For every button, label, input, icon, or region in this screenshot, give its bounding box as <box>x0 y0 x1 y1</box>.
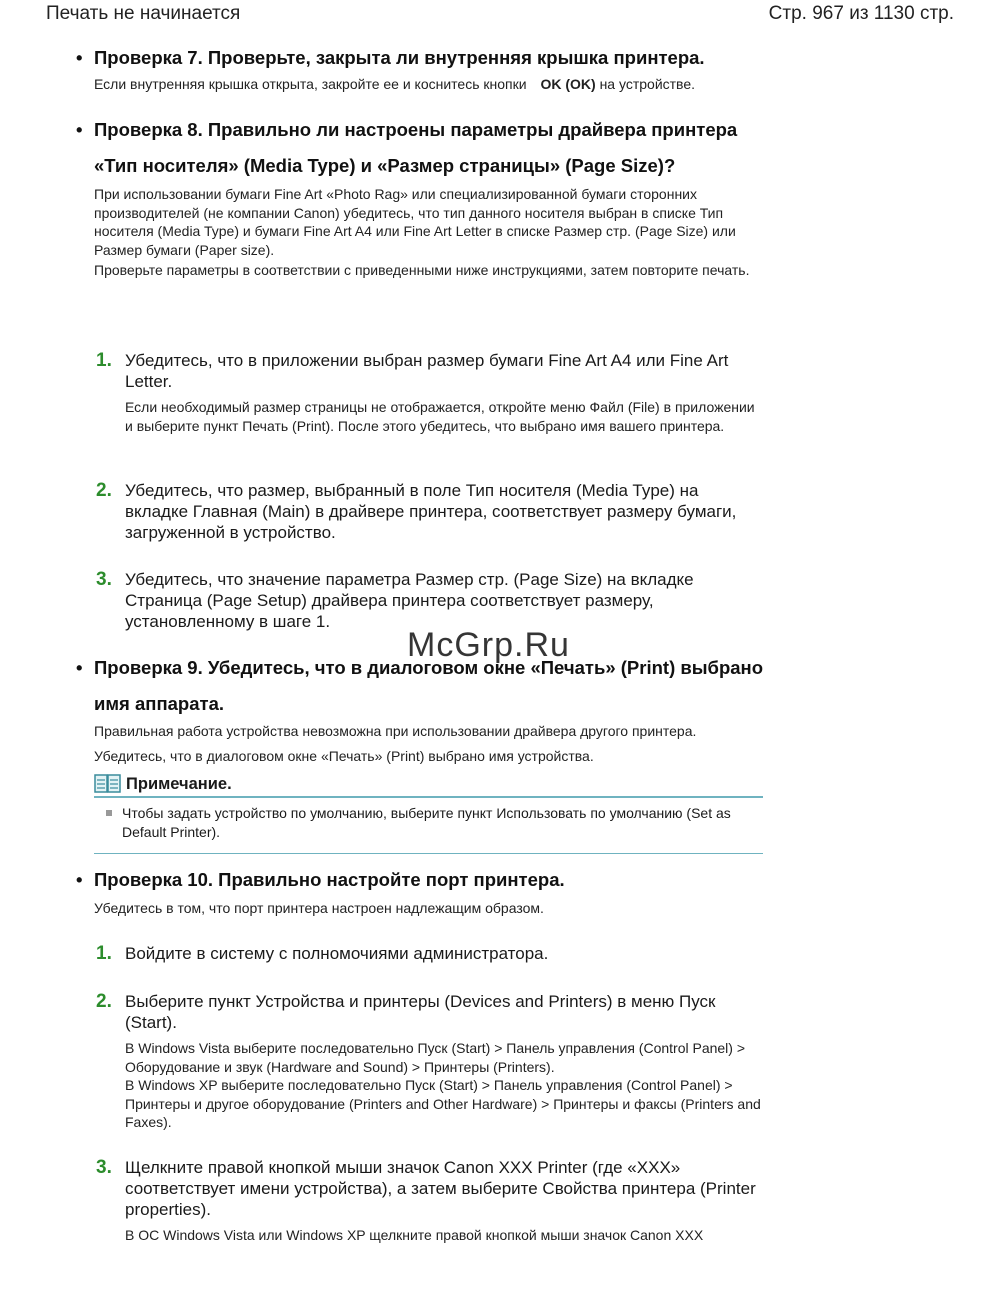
check-8-paragraph-2: Проверьте параметры в соответствии с приведенными ниже инструкциями, затем повторите печать. <box>94 262 750 278</box>
note-text: Чтобы задать устройство по умолчанию, выберите пункт Использовать по умолчанию (Set as Default Printer). <box>122 805 731 840</box>
bullet: • <box>76 869 83 890</box>
check-9-paragraph-2: Убедитесь, что в диалоговом окне «Печать» (Print) выбрано имя устройства. <box>94 747 594 764</box>
check-10-section <box>76 868 766 918</box>
note-title: Примечание. <box>126 774 232 793</box>
check-10-step-3 <box>96 1157 766 1245</box>
step-text: Войдите в систему с полномочиями администратора. <box>125 944 549 963</box>
page-header-title: Печать не начинается <box>46 3 241 24</box>
check-9-title: • Проверка 9. Убедитесь, что в диалоговом окне «Печать» (Print) выбрано имя аппарата. <box>76 650 766 722</box>
check-10-title: • Проверка 10. Правильно настройте порт принтера. <box>76 869 565 890</box>
ok-button-label: OK (OK) <box>540 76 596 92</box>
check-9-section <box>76 650 766 765</box>
check-7-text: Если внутренняя крышка открыта, закройте ее и коснитесь кнопки OK (OK) на устройстве. <box>94 76 696 92</box>
page-number: Стр. 967 из 1130 стр. <box>768 3 954 24</box>
step-number: 1. <box>96 943 112 964</box>
check-8-title: • Проверка 8. Правильно ли настроены параметры драйвера принтера «Тип носителя» (Media Type) и «Размер страницы» (Page Size)? <box>76 112 766 184</box>
check-7-section <box>76 46 766 94</box>
check-10-step-1 <box>96 943 766 964</box>
step-number: 2. <box>96 480 112 501</box>
step-text: Убедитесь, что в приложении выбран размер бумаги Fine Art A4 или Fine Art Letter. <box>125 351 729 391</box>
step-number: 1. <box>96 350 112 371</box>
step-text: Щелкните правой кнопкой мыши значок Canon XXX Printer (где «XXX» соответствует имени устройства), а затем выберите Свойства принтера (Printer properties). <box>125 1158 756 1219</box>
step-number: 2. <box>96 991 112 1012</box>
check-8-step-3 <box>96 569 766 632</box>
check-8-step-2 <box>96 480 766 543</box>
step-note: В ОС Windows Vista или Windows XP щелкните правой кнопкой мыши значок Canon XXX <box>125 1227 704 1243</box>
step-text: Выберите пункт Устройства и принтеры (Devices and Printers) в меню Пуск (Start). <box>125 992 716 1032</box>
check-8-step-1 <box>96 350 766 435</box>
note-body <box>94 798 763 854</box>
check-10-step-2 <box>96 991 766 1132</box>
bullet: • <box>76 119 83 140</box>
square-bullet-icon <box>106 810 112 816</box>
check-9-paragraph-1: Правильная работа устройства невозможна при использовании драйвера другого принтера. <box>94 723 697 739</box>
check-8-section <box>76 112 766 280</box>
step-note-vista: В Windows Vista выберите последовательно Пуск (Start) > Панель управления (Control Panel) > Оборудование и звук (Hardware and Sound) > Принтеры (Printers). <box>125 1040 746 1075</box>
watermark: McGrp.Ru <box>407 626 570 664</box>
check-7-title: • Проверка 7. Проверьте, закрыта ли внутренняя крышка принтера. <box>76 47 705 68</box>
note-header <box>94 772 763 798</box>
step-number: 3. <box>96 1157 112 1178</box>
check-8-paragraph-1: При использовании бумаги Fine Art «Photo Rag» или специализированной бумаги сторонних производителей (не компании Canon) убедитесь, что тип данного носителя выбран в списке Тип носителя (Media Type) и бумаги Fine Art A4 или Fine Art Letter в списке Размер стр. (Page Size) или Размер бумаги (Paper size). <box>94 186 736 258</box>
check-10-paragraph-1: Убедитесь в том, что порт принтера настроен надлежащим образом. <box>94 900 544 916</box>
note-book-icon <box>94 774 122 794</box>
step-text: Убедитесь, что размер, выбранный в поле Тип носителя (Media Type) на вкладке Главная (Main) в драйвере принтера, соответствует размеру бумаги, загруженной в устройство. <box>125 481 737 542</box>
bullet: • <box>76 47 83 68</box>
step-text: Убедитесь, что значение параметра Размер стр. (Page Size) на вкладке Страница (Page Setup) драйвера принтера соответствует размеру, установленному в шаге 1. <box>125 570 694 631</box>
step-note: Если необходимый размер страницы не отображается, откройте меню Файл (File) в приложении и выберите пункт Печать (Print). После этого убедитесь, что выбрано имя вашего принтера. <box>125 399 755 434</box>
step-number: 3. <box>96 569 112 590</box>
note-box <box>94 772 763 854</box>
step-note-xp: В Windows XP выберите последовательно Пуск (Start) > Панель управления (Control Panel) > Принтеры и другое оборудование (Printers and Other Hardware) > Принтеры и факсы (Printers and Faxes). <box>125 1077 761 1130</box>
bullet: • <box>76 657 83 678</box>
